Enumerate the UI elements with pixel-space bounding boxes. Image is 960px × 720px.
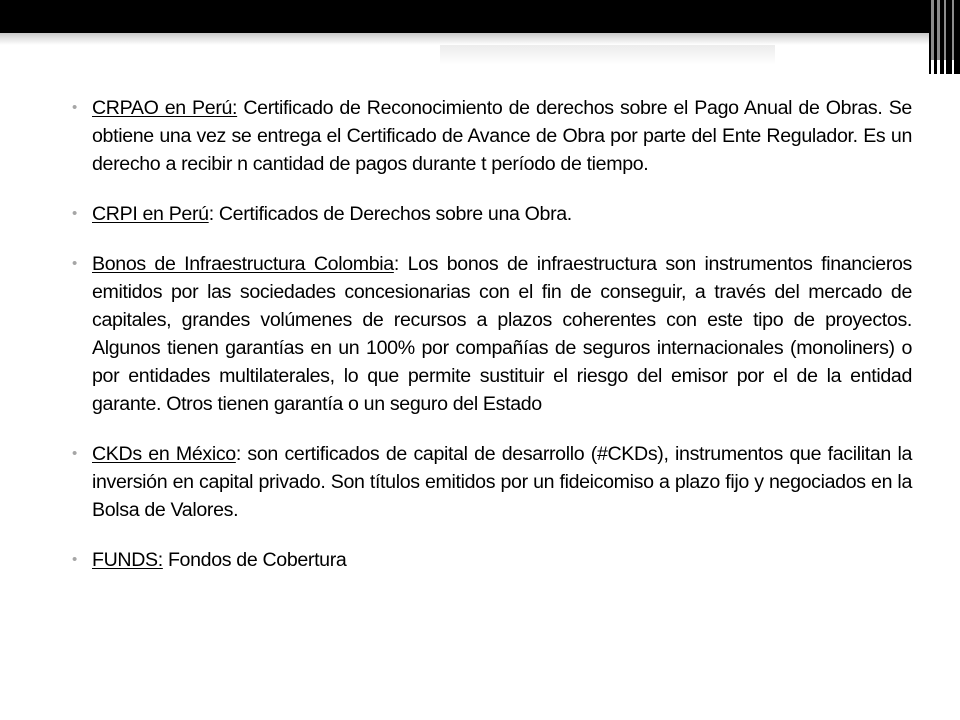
header-shadow xyxy=(0,33,930,45)
bullet-point-icon: • xyxy=(72,551,77,568)
bullet-item-bonos xyxy=(72,250,912,418)
bullet-text: Certificado de Reconocimiento de derechos sobre el Pago Anual de Obras. Se obtiene una vez se entrega el Certificado de Avance de Obra por parte del Ente Regulador. Es un derecho a recibir n cantidad de pagos durante t período de tiempo. xyxy=(92,97,912,175)
header-shadow-accent xyxy=(440,45,775,65)
right-rail-gap xyxy=(944,0,946,60)
bullet-item-crpao xyxy=(72,94,912,178)
bullet-point-icon: • xyxy=(72,445,77,462)
bullet-point-icon: • xyxy=(72,205,77,222)
bullet-text: : Certificados de Derechos sobre una Obra. xyxy=(208,203,572,225)
bullet-term: FUNDS: xyxy=(92,549,163,571)
right-rail-gap xyxy=(931,0,934,60)
bullet-text: Fondos de Cobertura xyxy=(162,549,347,571)
right-rail-gap xyxy=(952,0,954,60)
bullet-point-icon: • xyxy=(72,255,77,272)
bullet-text: : Los bonos de infraestructura son instrumentos financieros emitidos por las sociedades concesionarias con el fin de conseguir, a través del mercado de capitales, grandes volúmenes de recursos a plazos coherentes con este tipo de proyectos. Algunos tienen garantías en un 100% por compañías de seguros internacionales (monoliners) o por entidades multilaterales, lo que permite sustituir el riesgo del emisor por el de la entidad garante. Otros tienen garantía o un seguro del Estado xyxy=(92,253,913,415)
bullet-term: Bonos de Infraestructura Colombia xyxy=(92,253,394,275)
bullet-item-crpi xyxy=(72,200,912,228)
bullet-term: CRPI en Perú xyxy=(92,203,209,225)
bullet-item-funds xyxy=(72,546,912,574)
bullet-text: : son certificados de capital de desarrollo (#CKDs), instrumentos que facilitan la inversión en capital privado. Son títulos emitidos por un fideicomiso a plazo fijo y negociados en la Bolsa de Valores. xyxy=(92,443,912,521)
bullet-item-ckds xyxy=(72,440,912,524)
bullet-point-icon: • xyxy=(72,99,77,116)
top-header-bar xyxy=(0,0,960,33)
right-rail-gap xyxy=(937,0,940,60)
bullet-list xyxy=(72,94,912,574)
right-rail-line xyxy=(954,0,960,74)
bullet-term: CKDs en México xyxy=(92,443,236,465)
bullet-term: CRPAO en Perú: xyxy=(92,97,238,119)
